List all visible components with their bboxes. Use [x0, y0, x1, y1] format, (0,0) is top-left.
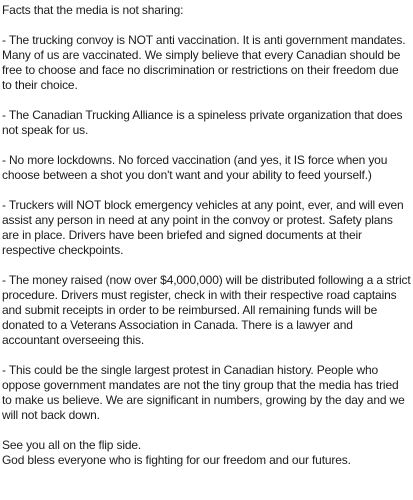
paragraph-money-raised: - The money raised (now over $4,000,000) will be distributed following a a strict procedure. Drivers must register, check in with their respective road captains and submit receipts in order to be reimbursed. All remaining funds will be donated to a Veterans Association in Canada. There is a lawyer and accountant overseeing this. — [2, 273, 411, 347]
closing-line-blessing: God bless everyone who is fighting for our freedom and our futures. — [2, 453, 351, 467]
paragraph-largest-protest: - This could be the single largest protest in Canadian history. People who oppose government mandates are not the tiny group that the media has tried to make us believe. We are significant in numbers, growing by the day and we will not back down. — [2, 363, 405, 422]
post-heading: Facts that the media is not sharing: — [2, 3, 184, 17]
closing-block — [2, 438, 411, 468]
paragraph-lockdowns: - No more lockdowns. No forced vaccination (and yes, it IS force when you choose between a shot you don't want and your ability to feed yourself.) — [2, 153, 388, 182]
paragraph-anti-mandates: - The trucking convoy is NOT anti vaccination. It is anti government mandates. Many of us are vaccinated. We simply believe that every Canadian should be free to choose and face no discrimination or restrictions on their freedom due to their choice. — [2, 33, 406, 92]
paragraph-trucking-alliance: - The Canadian Trucking Alliance is a spineless private organization that does not speak for us. — [2, 108, 403, 137]
post-body — [2, 3, 411, 468]
closing-line-flip-side: See you all on the flip side. — [2, 438, 142, 452]
paragraph-emergency-vehicles: - Truckers will NOT block emergency vehicles at any point, ever, and will even assist any person in need at any point in the convoy or protest. Safety plans are in place. Drivers have been briefed and signed documents at their respective checkpoints. — [2, 198, 404, 257]
